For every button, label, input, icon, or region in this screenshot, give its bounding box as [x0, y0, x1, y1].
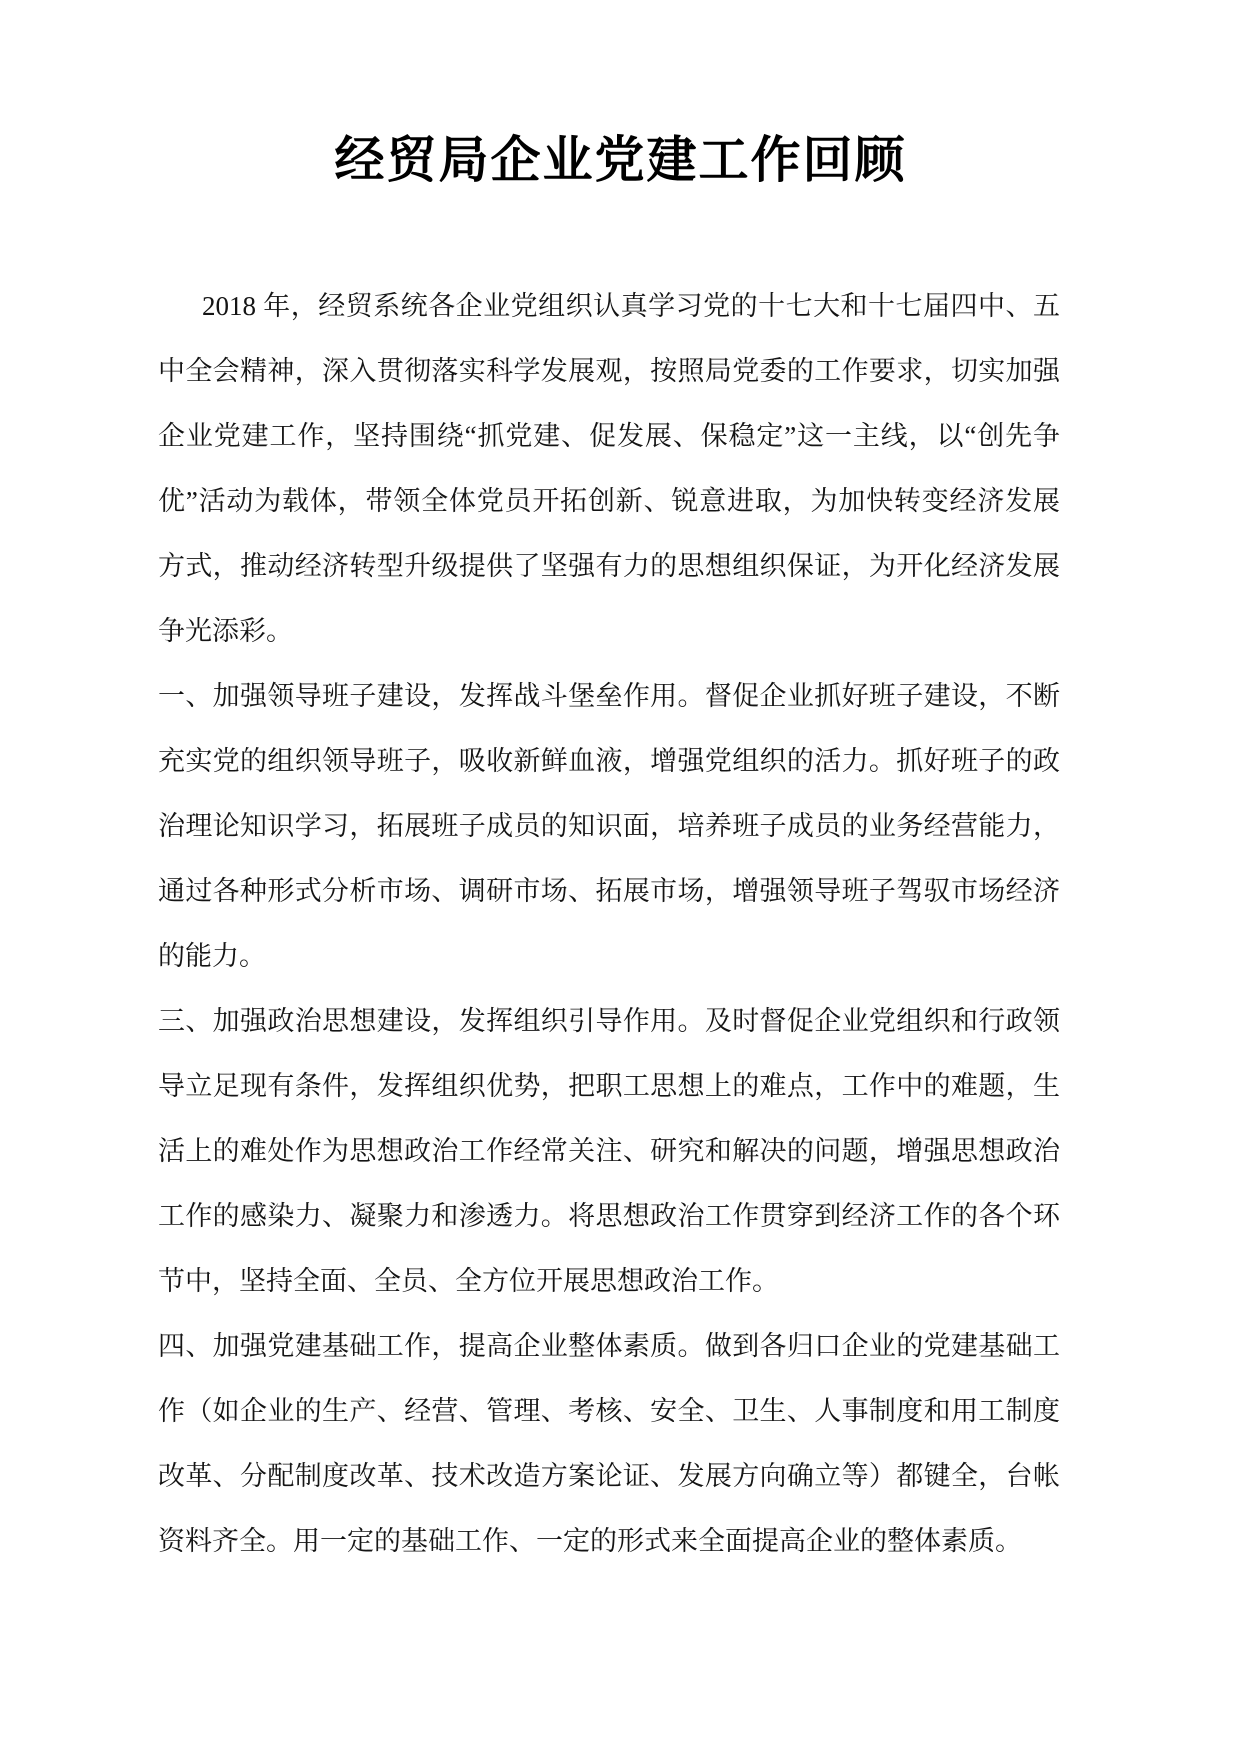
document-title: 经贸局企业党建工作回顾 — [334, 132, 907, 188]
document-body — [158, 274, 1060, 1574]
paragraph-intro: 2018 年，经贸系统各企业党组织认真学习党的十七大和十七届四中、五中全会精神，深入贯彻落实科学发展观，按照局党委的工作要求，切实加强企业党建工作，坚持围绕“抓党建、促发展、保稳定”这一主线，以“创先争优”活动为载体，带领全体党员开拓创新、锐意进取，为加快转变经济发展方式，推动经济转型升级提供了坚强有力的思想组织保证，为开化经济发展争光添彩。 — [158, 291, 1060, 646]
paragraph-section-3: 三、加强政治思想建设，发挥组织引导作用。及时督促企业党组织和行政领导立足现有条件，发挥组织优势，把职工思想上的难点，工作中的难题，生活上的难处作为思想政治工作经常关注、研究和解决的问题，增强思想政治工作的感染力、凝聚力和渗透力。将思想政治工作贯穿到经济工作的各个环节中，坚持全面、全员、全方位开展思想政治工作。 — [158, 1006, 1060, 1296]
paragraph-section-1: 一、加强领导班子建设，发挥战斗堡垒作用。督促企业抓好班子建设，不断充实党的组织领导班子，吸收新鲜血液，增强党组织的活力。抓好班子的政治理论知识学习，拓展班子成员的知识面，培养班子成员的业务经营能力，通过各种形式分析市场、调研市场、拓展市场，增强领导班子驾驭市场经济的能力。 — [158, 681, 1060, 971]
paragraph-section-4: 四、加强党建基础工作，提高企业整体素质。做到各归口企业的党建基础工作（如企业的生产、经营、管理、考核、安全、卫生、人事制度和用工制度改革、分配制度改革、技术改造方案论证、发展方向确立等）都键全，台帐资料齐全。用一定的基础工作、一定的形式来全面提高企业的整体素质。 — [158, 1331, 1060, 1556]
